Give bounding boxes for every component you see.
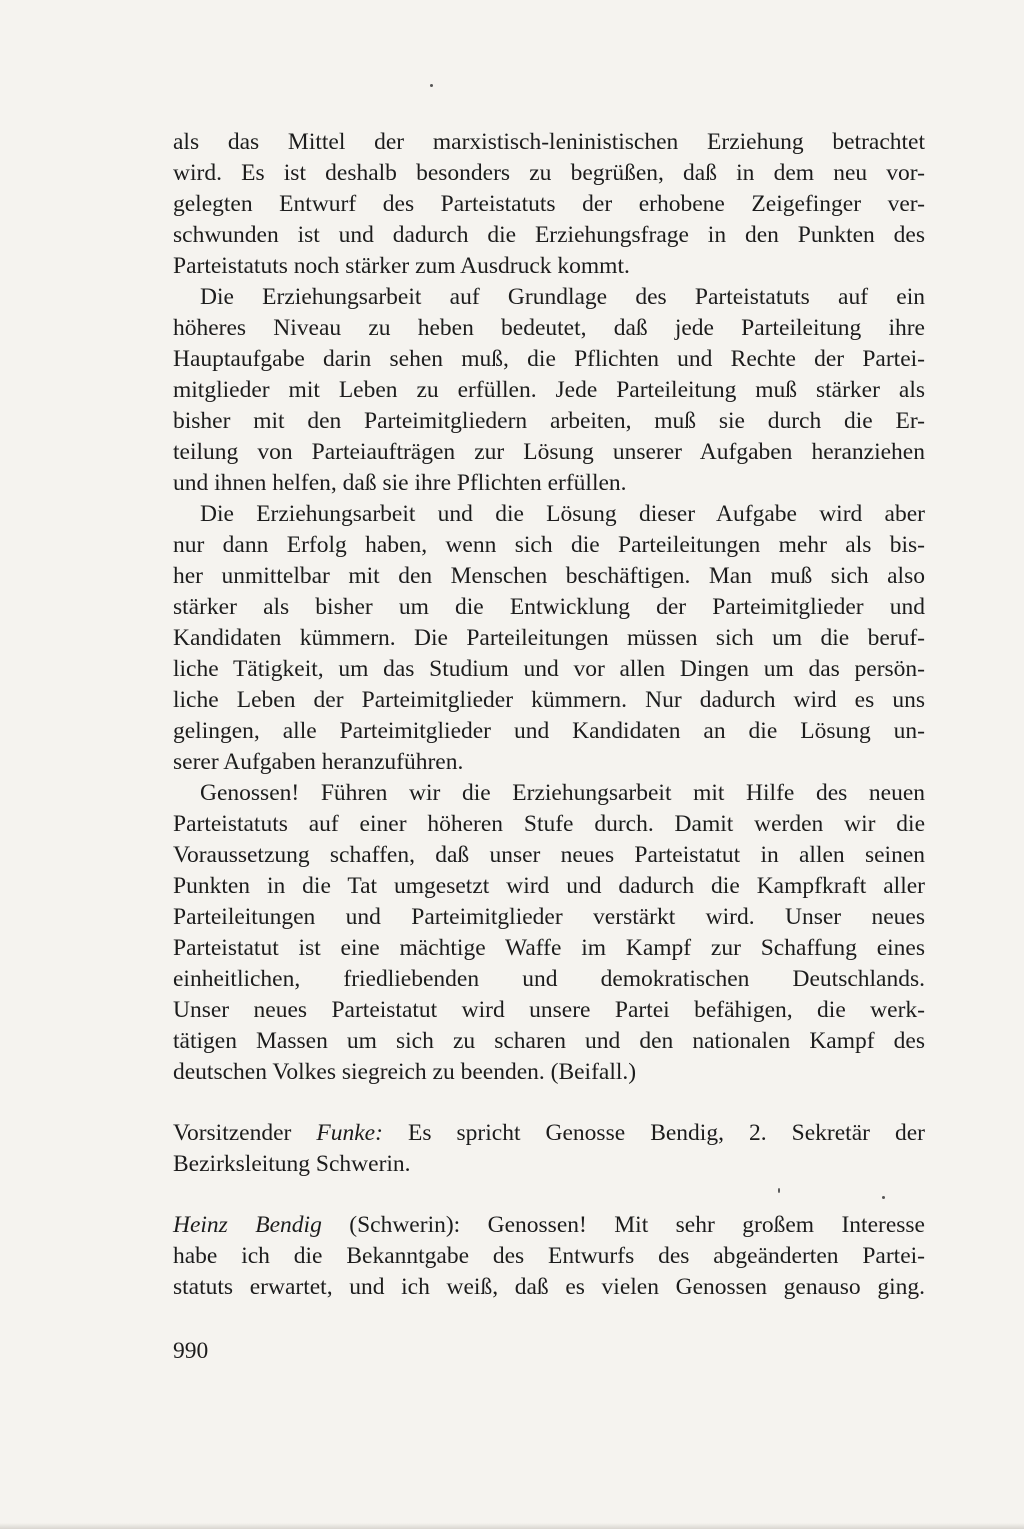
page-number: 990	[173, 1338, 209, 1364]
body-text-line: teilung von Parteiaufträgen zur Lösung unserer Aufgaben heranziehen	[173, 439, 925, 465]
body-text-line: nur dann Erfolg haben, wenn sich die Parteileitungen mehr als bis-	[173, 532, 925, 558]
body-text-line: liche Tätigkeit, um das Studium und vor allen Dingen um das persön-	[173, 656, 925, 682]
body-text-line: Parteistatuts noch stärker zum Ausdruck kommt.	[173, 253, 630, 279]
chair-line-2: Bezirksleitung Schwerin.	[173, 1151, 411, 1177]
speech-line-2: habe ich die Bekanntgabe des Entwurfs des abgeänderten Partei-	[173, 1243, 925, 1269]
body-text	[173, 127, 925, 1088]
speech-line-1-text: (Schwerin): Genossen! Mit sehr großem Interesse	[321, 1212, 925, 1238]
body-text-line: tätigen Massen um sich zu scharen und den nationalen Kampf des	[173, 1028, 925, 1054]
body-text-line: Genossen! Führen wir die Erziehungsarbeit mit Hilfe des neuen	[200, 780, 925, 806]
chair-speaker-name: Funke:	[316, 1120, 383, 1146]
body-text-line: Unser neues Parteistatut wird unsere Partei befähigen, die werk-	[173, 997, 925, 1023]
body-text-line: als das Mittel der marxistisch-leninistischen Erziehung betrachtet	[173, 129, 925, 155]
body-text-line: schwunden ist und dadurch die Erziehungsfrage in den Punkten des	[173, 222, 925, 248]
body-text-line: Parteileitungen und Parteimitglieder verstärkt wird. Unser neues	[173, 904, 925, 930]
print-speck	[778, 1188, 780, 1193]
speech-speaker-name: Heinz Bendig	[173, 1212, 322, 1238]
body-text-line: Punkten in die Tat umgesetzt wird und dadurch die Kampfkraft aller	[173, 873, 925, 899]
speech-line-3: statuts erwartet, und ich weiß, daß es vielen Genossen genauso ging.	[173, 1274, 925, 1300]
speech-line-1	[173, 1210, 925, 1241]
chair-line-1	[173, 1118, 925, 1149]
body-text-line: Parteistatut ist eine mächtige Waffe im Kampf zur Schaffung eines	[173, 935, 925, 961]
body-text-line: bisher mit den Parteimitgliedern arbeiten, muß sie durch die Er-	[173, 408, 925, 434]
chair-prefix: Vorsitzender	[173, 1120, 317, 1146]
speech-opening	[173, 1210, 925, 1303]
print-speck	[882, 1196, 885, 1199]
body-text-line: serer Aufgaben heranzuführen.	[173, 749, 464, 775]
body-text-line: und ihnen helfen, daß sie ihre Pflichten erfüllen.	[173, 470, 627, 496]
body-text-line: liche Leben der Parteimitglieder kümmern. Nur dadurch wird es uns	[173, 687, 925, 713]
body-text-line: stärker als bisher um die Entwicklung der Parteimitglieder und	[173, 594, 925, 620]
body-text-line: höheres Niveau zu heben bedeutet, daß jede Parteileitung ihre	[173, 315, 925, 341]
body-text-line: Parteistatuts auf einer höheren Stufe durch. Damit werden wir die	[173, 811, 925, 837]
body-text-line: gelegten Entwurf des Parteistatuts der erhobene Zeigefinger ver-	[173, 191, 925, 217]
body-text-line: Kandidaten kümmern. Die Parteileitungen müssen sich um die beruf-	[173, 625, 925, 651]
body-text-line: gelingen, alle Parteimitglieder und Kandidaten an die Lösung un-	[173, 718, 925, 744]
body-text-line: Die Erziehungsarbeit auf Grundlage des Parteistatuts auf ein	[200, 284, 925, 310]
body-text-line: mitglieder mit Leben zu erfüllen. Jede Parteileitung muß stärker als	[173, 377, 925, 403]
body-text-line: wird. Es ist deshalb besonders zu begrüßen, daß in dem neu vor-	[173, 160, 925, 186]
body-text-line: Die Erziehungsarbeit und die Lösung dieser Aufgabe wird aber	[200, 501, 925, 527]
page-bottom-edge	[0, 1523, 1024, 1529]
body-text-line: einheitlichen, friedliebenden und demokratischen Deutschlands.	[173, 966, 925, 992]
chair-line-1-text: Es spricht Genosse Bendig, 2. Sekretär der	[382, 1120, 926, 1146]
body-text-line: Voraussetzung schaffen, daß unser neues Parteistatut in allen seinen	[173, 842, 925, 868]
chair-announcement	[173, 1118, 925, 1180]
print-speck	[430, 84, 433, 87]
body-text-line: Hauptaufgabe darin sehen muß, die Pflichten und Rechte der Partei-	[173, 346, 925, 372]
body-text-line: her unmittelbar mit den Menschen beschäftigen. Man muß sich also	[173, 563, 925, 589]
body-text-line: deutschen Volkes siegreich zu beenden. (Beifall.)	[173, 1059, 637, 1085]
